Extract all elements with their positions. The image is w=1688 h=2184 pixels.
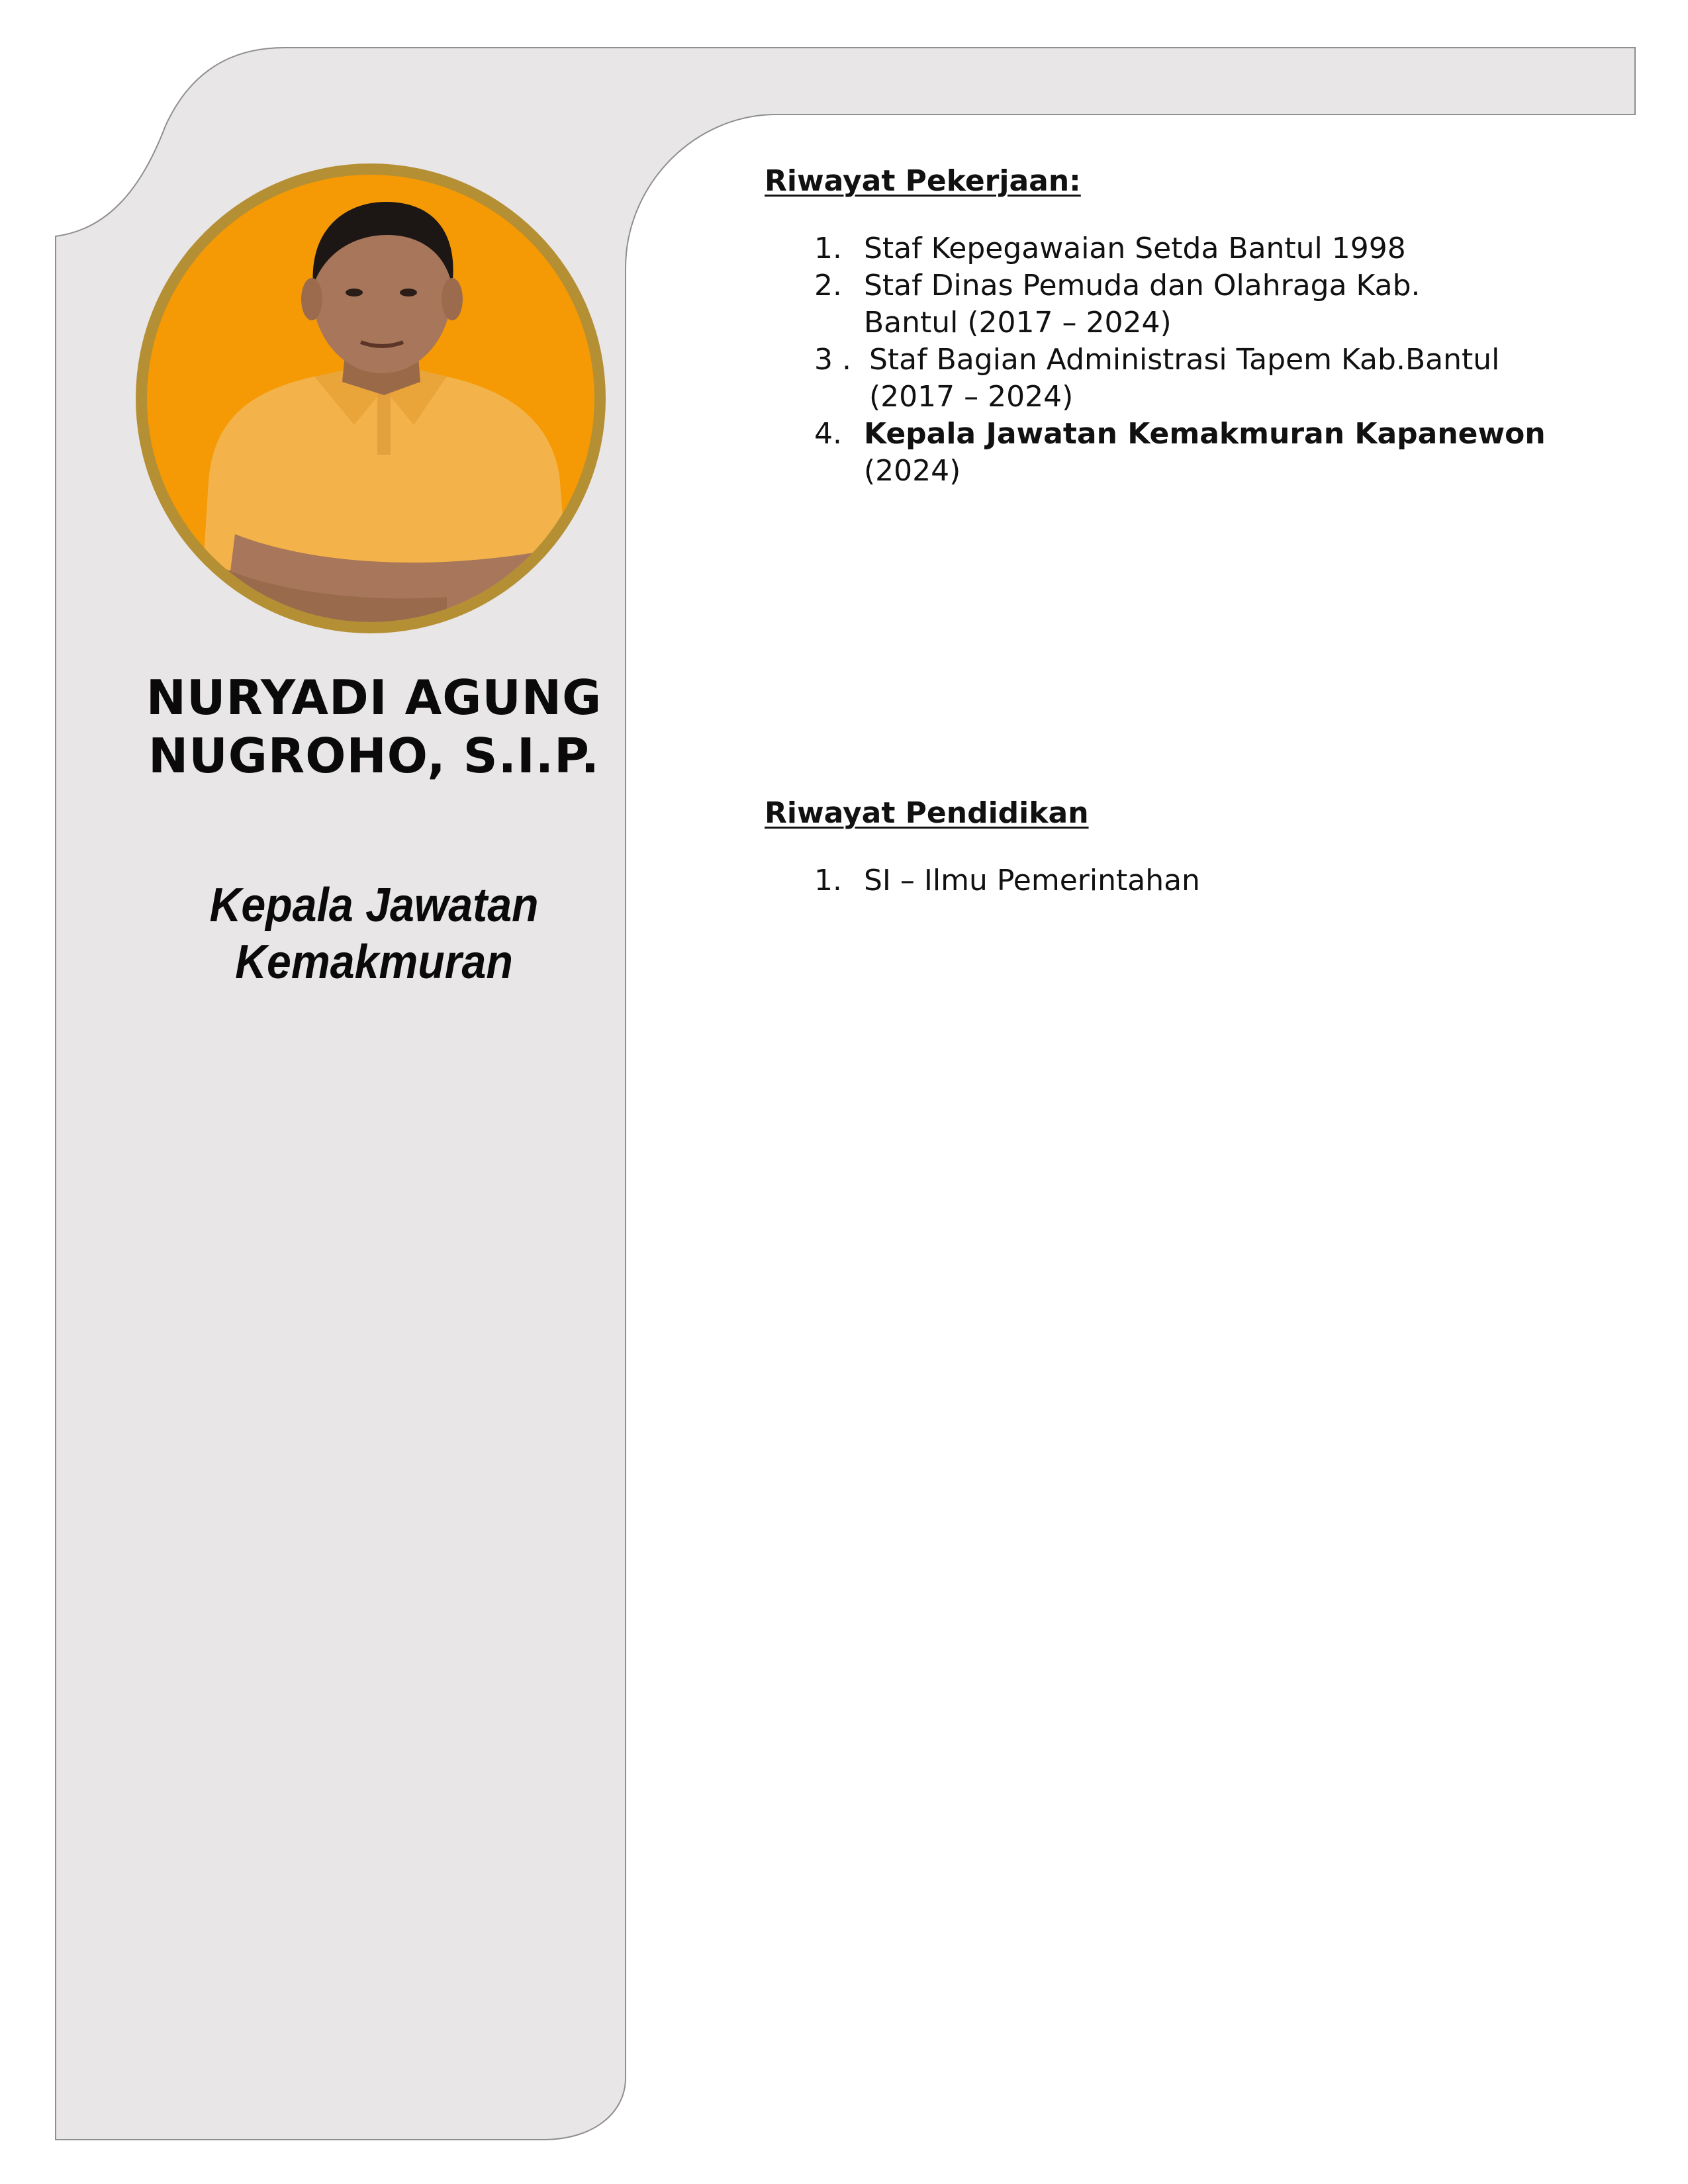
profile-name-line1: NURYADI AGUNG bbox=[146, 670, 602, 725]
list-item-text-continued: (2024) bbox=[864, 454, 961, 488]
list-item bbox=[814, 416, 1575, 490]
list-item-number: 2. bbox=[814, 269, 842, 302]
list-item-text: Kepala Jawatan Kemakmuran Kapanewon bbox=[864, 417, 1546, 451]
profile-role bbox=[100, 877, 648, 991]
list-item-text-continued: (2017 – 2024) bbox=[869, 380, 1074, 414]
education-heading: Riwayat Pendidikan bbox=[765, 796, 1089, 830]
education-list bbox=[814, 862, 1575, 899]
list-item-text: Staf Kepegawaian Setda Bantul 1998 bbox=[864, 232, 1406, 265]
profile-photo bbox=[136, 163, 606, 633]
profile-name-line2: NUGROHO, S.I.P. bbox=[148, 728, 600, 784]
work-history-heading: Riwayat Pekerjaan: bbox=[765, 164, 1081, 198]
work-history-list bbox=[814, 230, 1575, 490]
list-item-number: 3 . bbox=[814, 343, 851, 377]
list-item-text: Staf Bagian Administrasi Tapem Kab.Bantul bbox=[869, 343, 1500, 377]
profile-name bbox=[76, 668, 672, 785]
list-item-number: 4. bbox=[814, 417, 842, 451]
list-item-text: Staf Dinas Pemuda dan Olahraga Kab. bbox=[864, 269, 1421, 302]
profile-role-line2: Kemakmuran bbox=[235, 936, 513, 989]
list-item bbox=[814, 862, 1575, 899]
list-item bbox=[814, 267, 1575, 341]
list-item bbox=[814, 230, 1575, 267]
list-item-number: 1. bbox=[814, 864, 842, 897]
profile-role-line1: Kepala Jawatan bbox=[209, 879, 539, 932]
list-item-number: 1. bbox=[814, 232, 842, 265]
list-item-text-continued: Bantul (2017 – 2024) bbox=[864, 306, 1172, 340]
list-item bbox=[814, 341, 1575, 416]
list-item-text: SI – Ilmu Pemerintahan bbox=[864, 864, 1200, 897]
